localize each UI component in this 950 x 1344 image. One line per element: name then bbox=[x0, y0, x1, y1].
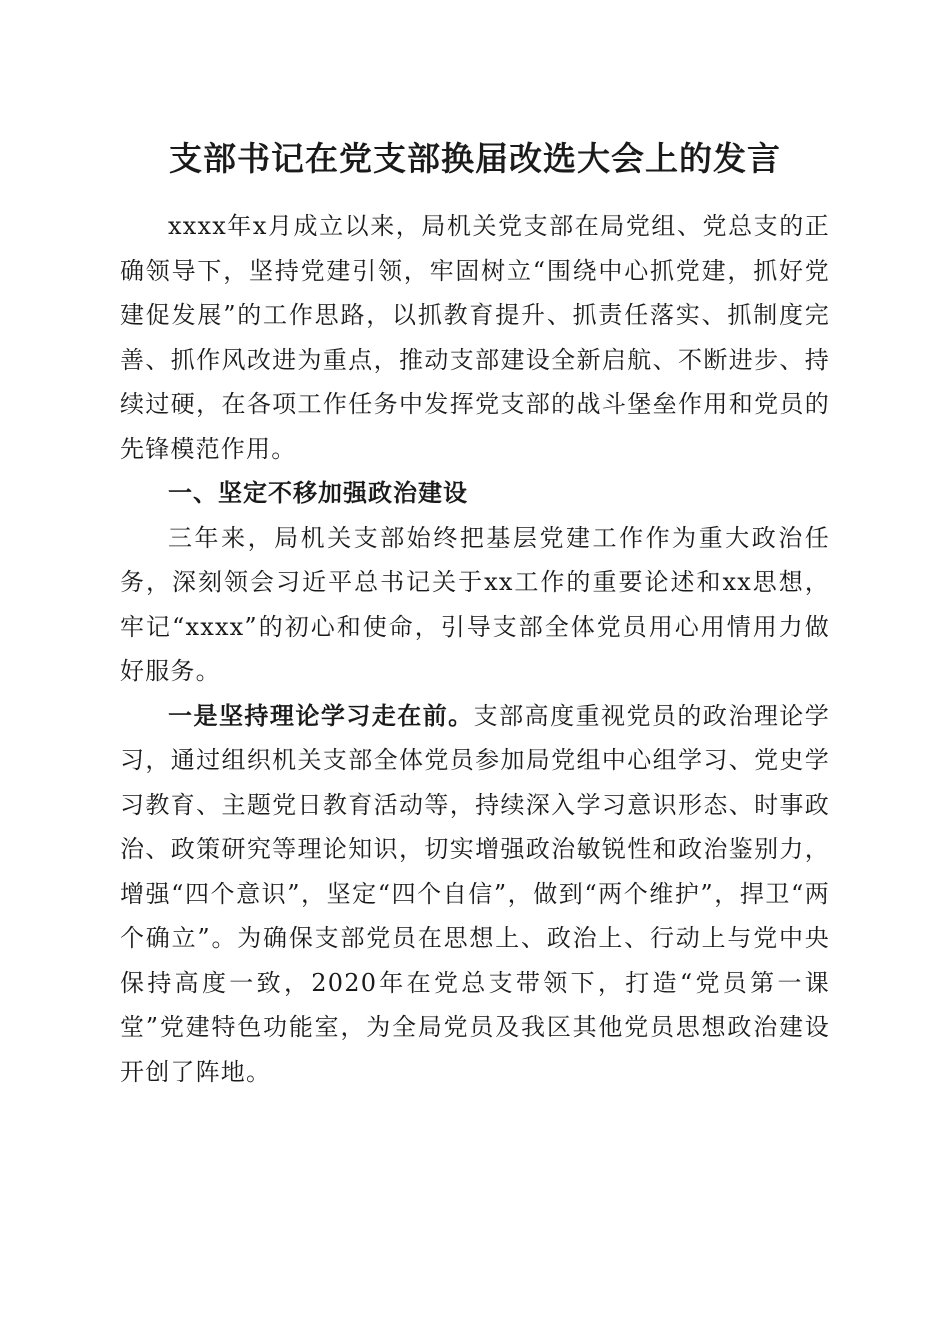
document-body bbox=[120, 204, 830, 1094]
point-one-lead: 一是坚持理论学习走在前。 bbox=[168, 700, 474, 730]
opening-paragraph: xxxx年x月成立以来，局机关党支部在局党组、党总支的正确领导下，坚持党建引领，牢固树立“围绕中心抓党建，抓好党建促发展”的工作思路，以抓教育提升、抓责任落实、抓制度完善、抓作风改进为重点，推动支部建设全新启航、不断进步、持续过硬，在各项工作任务中发挥党支部的战斗堡垒作用和党员的先锋模范作用。 bbox=[120, 212, 830, 463]
document-title: 支部书记在党支部换届改选大会上的发言 bbox=[169, 139, 781, 178]
point-one-paragraph bbox=[120, 694, 830, 1095]
section-intro-paragraph: 三年来，局机关支部始终把基层党建工作作为重大政治任务，深刻领会习近平总书记关于xx工作的重要论述和xx思想，牢记“xxxx”的初心和使命，引导支部全体党员用心用情用力做好服务。 bbox=[120, 523, 830, 685]
section-heading: 一、坚定不移加强政治建设 bbox=[168, 479, 468, 507]
point-one-text: 支部高度重视党员的政治理论学习，通过组织机关支部全体党员参加局党组中心组学习、党史学习教育、主题党日教育活动等，持续深入学习意识形态、时事政治、政策研究等理论知识，切实增强政治敏锐性和政治鉴别力，增强“四个意识”，坚定“四个自信”，做到“两个维护”，捍卫“两个确立”。为确保支部党员在思想上、政治上、行动上与党中央保持高度一致，2020年在党总支带领下，打造“党员第一课堂”党建特色功能室，为全局党员及我区其他党员思想政治建设开创了阵地。 bbox=[120, 701, 830, 1086]
